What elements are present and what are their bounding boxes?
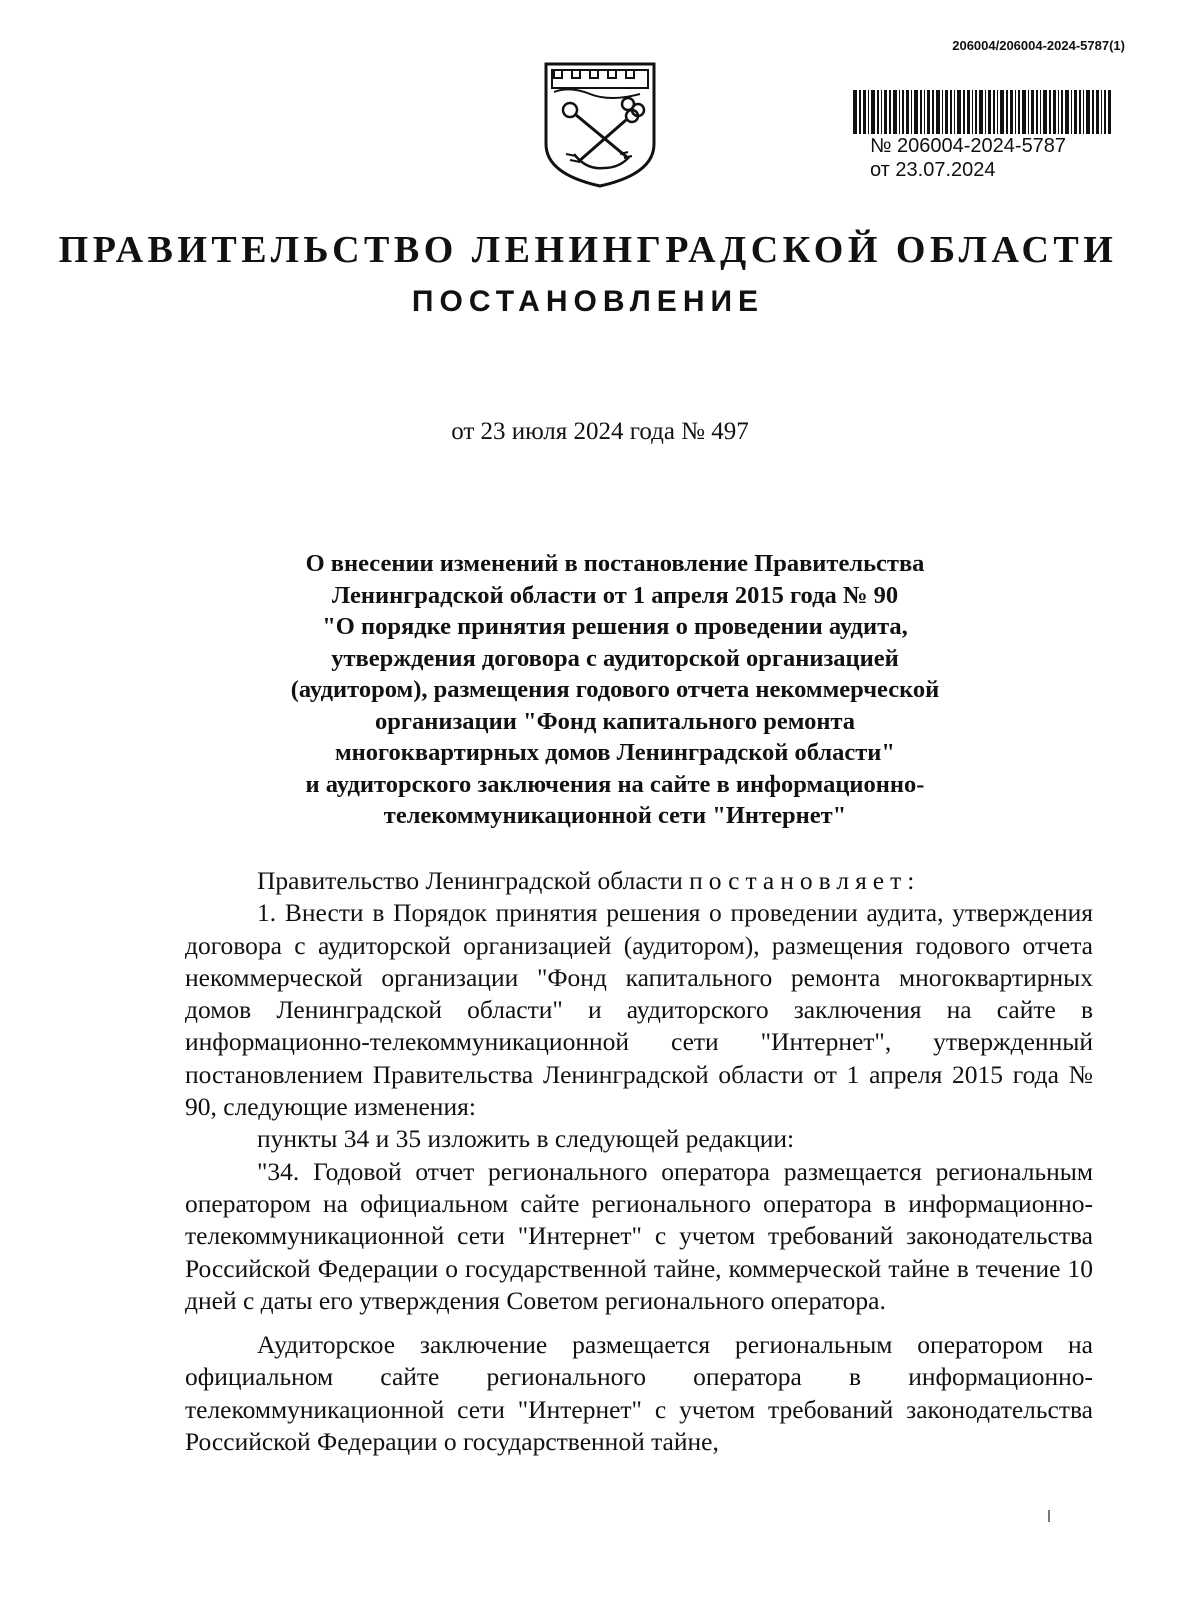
registration-number: № 206004-2024-5787 bbox=[870, 135, 1067, 157]
paragraph-4: Аудиторское заключение размещается региональным оператором на официальном сайте регионального оператора в информационно-телекоммуникационной сети "Интернет" с учетом требований законодательства Российской Федерации о государственной тайне, bbox=[185, 1330, 1093, 1457]
organization-title: ПРАВИТЕЛЬСТВО ЛЕНИНГРАДСКОЙ ОБЛАСТИ bbox=[58, 229, 1118, 271]
document-id: 206004/206004-2024-5787(1) bbox=[952, 38, 1125, 53]
title-line: Ленинградской области от 1 апреля 2015 года № 90 bbox=[331, 581, 899, 609]
intro-paragraph bbox=[185, 865, 1093, 897]
coat-of-arms-emblem bbox=[540, 58, 660, 190]
document-type: ПОСТАНОВЛЕНИЕ bbox=[411, 285, 765, 318]
title-line: и аудиторского заключения на сайте в информационно- bbox=[305, 770, 925, 798]
title-line: "О порядке принятия решения о проведении аудита, bbox=[322, 613, 908, 640]
document-date: от 23 июля 2024 года № 497 bbox=[451, 418, 749, 445]
document-body bbox=[185, 865, 1093, 1458]
resolution-title bbox=[220, 548, 1010, 832]
title-line: (аудитором), размещения годового отчета некоммерческой bbox=[290, 676, 940, 703]
intro-verb: постановляет: bbox=[689, 866, 921, 895]
paragraph-2: пункты 34 и 35 изложить в следующей редакции: bbox=[257, 1124, 795, 1154]
intro-text: Правительство Ленинградской области bbox=[257, 866, 683, 895]
registration-block bbox=[870, 134, 1066, 182]
title-line: организации "Фонд капитального ремонта bbox=[374, 707, 856, 735]
title-line: О внесении изменений в постановление Правительства bbox=[305, 550, 925, 577]
scan-mark bbox=[1048, 1510, 1050, 1522]
paragraph-3: "34. Годовой отчет регионального оператора размещается региональным оператором на официальном сайте регионального оператора в информационно-телекоммуникационной сети "Интернет" с учетом требований законодательства Российской Федерации о государственной тайне, коммерческой тайне в течение 10 дней с даты его утверждения Советом регионального оператора. bbox=[185, 1156, 1093, 1315]
barcode-image bbox=[853, 90, 1111, 134]
title-line: утверждения договора с аудиторской организацией bbox=[331, 644, 899, 672]
paragraph-1: 1. Внести в Порядок принятия решения о проведении аудита, утверждения договора с аудиторской организацией (аудитором), размещения годового отчета некоммерческой организации "Фонд капитального ремонта многоквартирных домов Ленинградской области" и аудиторского заключения на сайте в информационно-телекоммуникационной сети "Интернет", утвержденный постановлением Правительства Ленинградской области от 1 апреля 2015 года № 90, следующие изменения: bbox=[185, 898, 1093, 1122]
title-line: многоквартирных домов Ленинградской области" bbox=[334, 739, 896, 766]
title-line: телекоммуникационной сети "Интернет" bbox=[383, 802, 847, 829]
registration-date: от 23.07.2024 bbox=[870, 159, 996, 181]
